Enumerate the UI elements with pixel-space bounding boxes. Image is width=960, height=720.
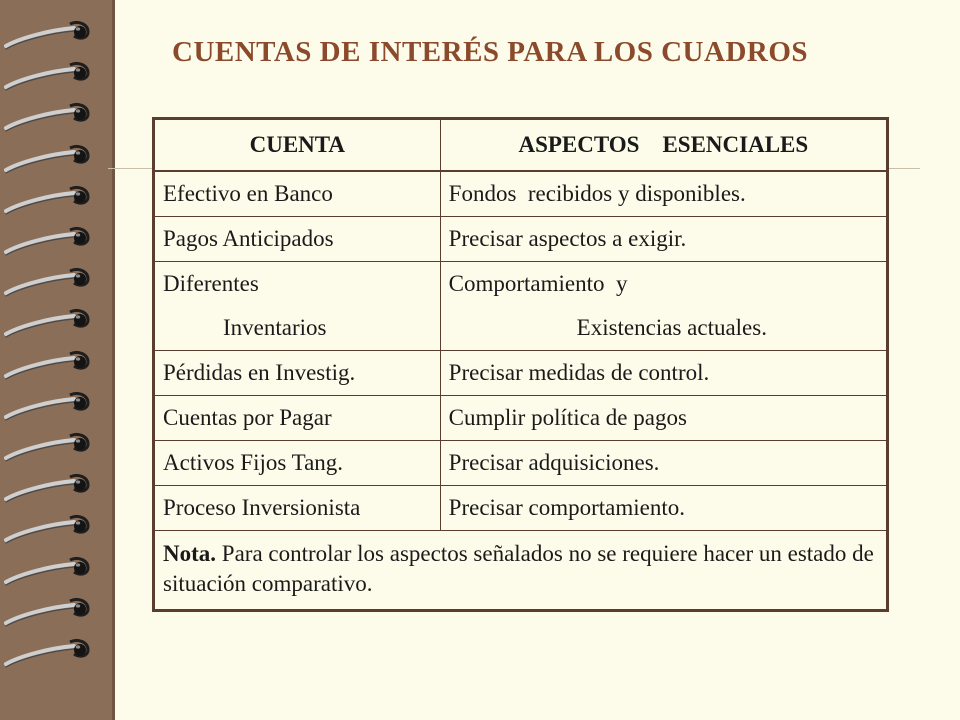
cell-aspecto-line1: Comportamiento y	[448, 271, 628, 296]
table-row	[154, 351, 888, 396]
note-text: Para controlar los aspectos señalados no se requiere hacer un estado de situación comparativo.	[163, 541, 874, 596]
cell-aspecto: Precisar adquisiciones.	[440, 441, 887, 486]
table-row	[154, 441, 888, 486]
spiral-ring-icon	[0, 634, 112, 678]
cell-aspecto: Precisar aspectos a exigir.	[440, 217, 887, 262]
accounts-table	[152, 117, 889, 612]
spiral-ring-icon	[0, 387, 112, 431]
cell-cuenta: Cuentas por Pagar	[154, 396, 441, 441]
cell-aspecto: Cumplir política de pagos	[440, 396, 887, 441]
cell-aspecto: Precisar medidas de control.	[440, 351, 887, 396]
note-label: Nota.	[163, 541, 217, 566]
cell-cuenta: Pérdidas en Investig.	[154, 351, 441, 396]
table-row	[154, 217, 888, 262]
spiral-ring-icon	[0, 346, 112, 390]
spiral-ring-icon	[0, 552, 112, 596]
cell-aspecto	[440, 262, 887, 351]
table-row	[154, 171, 888, 217]
cell-cuenta-line2: Inventarios	[223, 315, 327, 340]
header-cuenta: CUENTA	[154, 119, 441, 172]
note-cell	[154, 531, 888, 611]
cell-aspecto-line2: Existencias actuales.	[576, 315, 767, 340]
spiral-ring-icon	[0, 469, 112, 513]
cell-cuenta-line1: Diferentes	[163, 271, 259, 296]
spiral-ring-icon	[0, 57, 112, 101]
table-row	[154, 262, 888, 351]
page-edge	[112, 0, 115, 720]
cell-cuenta: Pagos Anticipados	[154, 217, 441, 262]
note-row	[154, 531, 888, 611]
cell-aspecto: Precisar comportamiento.	[440, 486, 887, 531]
spiral-ring-icon	[0, 98, 112, 142]
spiral-ring-icon	[0, 222, 112, 266]
cell-cuenta: Efectivo en Banco	[154, 171, 441, 217]
spiral-ring-icon	[0, 510, 112, 554]
spiral-ring-icon	[0, 428, 112, 472]
header-aspectos: ASPECTOS ESENCIALES	[440, 119, 887, 172]
spiral-ring-icon	[0, 181, 112, 225]
table-row	[154, 486, 888, 531]
spiral-ring-icon	[0, 304, 112, 348]
spiral-ring-icon	[0, 593, 112, 637]
slide-title: CUENTAS DE INTERÉS PARA LOS CUADROS	[172, 36, 809, 68]
cell-aspecto: Fondos recibidos y disponibles.	[440, 171, 887, 217]
spiral-ring-icon	[0, 16, 112, 60]
spiral-ring-icon	[0, 263, 112, 307]
cell-cuenta	[154, 262, 441, 351]
cell-cuenta: Proceso Inversionista	[154, 486, 441, 531]
table-header-row	[154, 119, 888, 172]
spiral-ring-icon	[0, 140, 112, 184]
table-row	[154, 396, 888, 441]
cell-cuenta: Activos Fijos Tang.	[154, 441, 441, 486]
